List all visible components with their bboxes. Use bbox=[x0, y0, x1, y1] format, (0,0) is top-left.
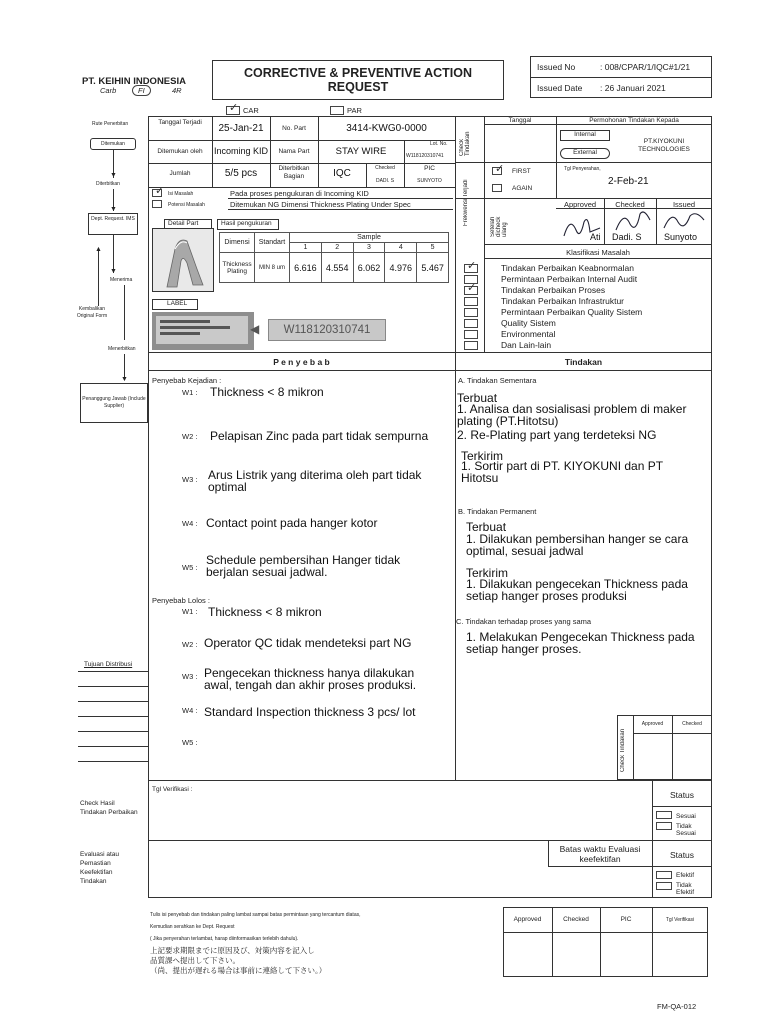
stay-wire-part-image bbox=[153, 229, 213, 291]
sesuai-label: Sesuai bbox=[676, 813, 696, 820]
carb-suffix: 4R bbox=[172, 86, 182, 95]
sesuai-checkbox[interactable] bbox=[656, 811, 672, 819]
jumlah-value: 5/5 pcs bbox=[224, 168, 258, 179]
checked-value: DADI. S bbox=[375, 178, 395, 184]
klas-checkbox-8[interactable] bbox=[464, 341, 478, 350]
nopart-value: 3414-KWG0-0000 bbox=[346, 123, 427, 134]
tindakan-a-label: A. Tindakan Sementara bbox=[458, 376, 537, 385]
penyebab-title: P e n y e b a b bbox=[273, 357, 330, 367]
lolos-w2: Operator QC tidak mendeteksi part NG bbox=[204, 636, 412, 650]
approved-name: Ati bbox=[590, 232, 601, 242]
b-terbuat: Terbuat bbox=[466, 520, 507, 534]
tidak-sesuai-checkbox[interactable] bbox=[656, 822, 672, 830]
lot-label: Lot. No. bbox=[430, 141, 448, 147]
tindakan-title: Tindakan bbox=[564, 357, 603, 367]
sample-no: 2 bbox=[321, 243, 353, 253]
tanggal-header: Tanggal bbox=[508, 117, 532, 124]
arrow-down-icon: ▼ bbox=[110, 206, 117, 213]
klas-checkbox-3[interactable] bbox=[464, 286, 478, 295]
row-name: Thickness Plating bbox=[220, 253, 255, 283]
klas-item-label: Tindakan Perbaikan Infrastruktur bbox=[501, 296, 624, 306]
arrow-down-icon: ▼ bbox=[121, 376, 128, 383]
b-terkirim: Terkirim bbox=[466, 566, 508, 580]
lolos-w3: Pengecekan thickness hanya dilakukan awal, tengah dan akhir proses produksi. bbox=[204, 666, 417, 692]
note-4: 上記要求期限までに原因及び、対策内容を記入し bbox=[150, 946, 315, 955]
klasifikasi-header: Klasifikasi Masalah bbox=[566, 248, 630, 257]
kejadian-w4: Contact point pada hanger kotor bbox=[206, 516, 378, 530]
c-1: 1. Melakukan Pengecekan Thickness pada setiap hanger proses. bbox=[466, 630, 695, 656]
nopart-label: No. Part bbox=[282, 125, 306, 132]
klas-item-label: Permintaan Perbaikan Quality Sistem bbox=[501, 307, 643, 317]
approved-header: Approved bbox=[563, 200, 597, 209]
par-checkbox[interactable] bbox=[330, 106, 344, 115]
col-standart: Standart bbox=[255, 233, 290, 253]
arrow-down-icon: ▼ bbox=[110, 172, 117, 179]
form-title-line1: CORRECTIVE & PREVENTIVE ACTION bbox=[243, 66, 473, 80]
tindakan-c-label: C. Tindakan terhadap proses yang sama bbox=[456, 617, 592, 626]
carb-label: Carb bbox=[100, 86, 117, 95]
first-checkbox[interactable] bbox=[492, 167, 502, 175]
flow-menerbitkan: Menerbitkan bbox=[108, 346, 136, 352]
isi-masalah-value: Pada proses pengukuran di Incoming KID bbox=[230, 189, 369, 198]
to-company: PT.KIYOKUNI TECHNOLOGIES bbox=[638, 138, 690, 153]
klas-item-label: Environmental bbox=[501, 329, 556, 339]
permohonan-header: Permohonan Tindakan Kepada bbox=[589, 117, 679, 124]
ditemukan-oleh-label: Ditemukan oleh bbox=[157, 148, 203, 155]
part-photo bbox=[152, 228, 214, 292]
checked-label: Checked bbox=[375, 165, 395, 171]
isi-masalah-label: Isi Masalah bbox=[168, 191, 194, 197]
first-label: FIRST bbox=[512, 168, 531, 175]
klas-checkbox-7[interactable] bbox=[464, 330, 478, 339]
car-checkbox[interactable] bbox=[226, 106, 240, 115]
b-terbuat-1: 1. Dilakukan pembersihan hanger se cara optimal, sesuai jadwal bbox=[466, 532, 689, 558]
tindakan-b-label: B. Tindakan Permanent bbox=[458, 507, 537, 516]
klas-checkbox-1[interactable] bbox=[464, 264, 478, 273]
sample-no: 3 bbox=[353, 243, 385, 253]
w-label: W5 : bbox=[182, 563, 198, 572]
kejadian-w1: Thickness < 8 mikron bbox=[210, 385, 324, 399]
a-terbuat: Terbuat bbox=[457, 391, 498, 405]
efektif-label: Efektif bbox=[676, 872, 695, 879]
internal-option[interactable]: Internal bbox=[560, 130, 610, 141]
a-terkirim: Terkirim bbox=[461, 449, 503, 463]
w-label: W3 : bbox=[182, 672, 198, 681]
note-6: （尚、提出が遅れる場合は事前に連絡して下さい。） bbox=[150, 966, 327, 975]
w-label: W3 : bbox=[182, 475, 198, 484]
potensi-masalah-value: Ditemukan NG Dimensi Thickness Plating Under Spec bbox=[230, 200, 411, 209]
ditemukan-oleh-value: Incoming KID bbox=[213, 146, 269, 156]
w-label: W1 : bbox=[182, 388, 198, 397]
tanggal-label: Tanggal Terjadi bbox=[158, 119, 202, 126]
status-header-2: Status bbox=[669, 850, 695, 860]
tgl-penyerahan-label: Tgl Penyerahan, bbox=[564, 166, 601, 172]
kejadian-w5: Schedule pembersihan Hanger tidak berjalan sesuai jadwal. bbox=[206, 553, 401, 579]
setelah-label: Setelah dicheck ulang bbox=[490, 216, 508, 237]
nama-part-label: Nama Part bbox=[278, 148, 310, 155]
check-tindakan-vertical: Check Tindakan bbox=[620, 728, 626, 772]
pic-value: SUNYOTO bbox=[417, 178, 442, 184]
potensi-masalah-checkbox[interactable] bbox=[152, 200, 162, 208]
carb-code: FI bbox=[132, 85, 151, 96]
detail-part-tab[interactable]: Detail Part bbox=[164, 219, 212, 230]
row-std: MIN 8 um bbox=[255, 253, 290, 283]
klas-checkbox-6[interactable] bbox=[464, 319, 478, 328]
w-label: W4 : bbox=[182, 706, 198, 715]
flow-penanggung-jawab: Penanggung Jawab (Include Supplier) bbox=[80, 383, 148, 423]
tgl-penyerahan-value: 2-Feb-21 bbox=[608, 176, 649, 187]
sample-no: 4 bbox=[385, 243, 417, 253]
diterbitkan-label: Diterbitkan Bagian bbox=[278, 165, 310, 180]
klas-item-label: Quality Sistem bbox=[501, 318, 556, 328]
note-3: ( Jika penyerahan terlambat, harap diinformasikan terlebih dahulu). bbox=[150, 936, 299, 942]
arrow-left-icon: ◀ bbox=[250, 322, 260, 336]
w-label: W2 : bbox=[182, 432, 198, 441]
lolos-w4: Standard Inspection thickness 3 pcs/ lot bbox=[204, 705, 416, 719]
col-dimensi: Dimensi bbox=[220, 233, 255, 253]
hasil-pengukuran-tab[interactable]: Hasil pengukuran bbox=[217, 219, 279, 230]
status-header: Status bbox=[669, 790, 695, 800]
check-tindakan-label: Check Tindakan bbox=[459, 131, 471, 156]
flow-rute: Rute Penerbitan bbox=[92, 121, 129, 127]
footer-approved: Approved bbox=[513, 916, 542, 923]
b-terkirim-1: 1. Dilakukan pengecekan Thickness pada setiap hanger proses produksi bbox=[466, 577, 688, 603]
note-2: Kemudian serahkan ke Dept. Request bbox=[150, 924, 235, 930]
issued-name: Sunyoto bbox=[664, 232, 698, 242]
klas-item-label: Dan Lain-lain bbox=[501, 340, 552, 350]
par-label: PAR bbox=[347, 106, 362, 115]
issued-no-value: : 008/CPAR/1/IQC#1/21 bbox=[600, 62, 691, 72]
tidak-efektif-checkbox[interactable] bbox=[656, 882, 672, 890]
evaluasi-label: Evaluasi atau Pemastian Keefektifan Tindakan bbox=[80, 851, 120, 885]
measure-value: 4.554 bbox=[321, 253, 353, 283]
issued-no-label: Issued No bbox=[537, 62, 576, 72]
again-label: AGAIN bbox=[512, 185, 533, 192]
issued-date-label: Issued Date bbox=[537, 83, 583, 93]
jumlah-label: Jumlah bbox=[169, 170, 191, 177]
klas-item-label: Tindakan Perbaikan Keabnormalan bbox=[501, 263, 634, 273]
flow-kembalikan: Kembalikan Original Form bbox=[76, 306, 108, 319]
tanggal-value: 25-Jan-21 bbox=[218, 123, 264, 134]
a-terbuat-2: 2. Re-Plating part yang terdeteksi NG bbox=[457, 428, 657, 442]
checked-name: Dadi. S bbox=[612, 232, 642, 242]
flow-diterbitkan: Diterbitkan bbox=[96, 181, 120, 187]
a-terkirim-1: 1. Sortir part di PT. KIYOKUNI dan PT Hitotsu bbox=[461, 459, 663, 485]
note-1: Tulis isi penyebab dan tindakan paling lambat sampai batas permintaan yang tercantum diatas, bbox=[150, 912, 361, 918]
label-number: W118120310741 bbox=[268, 319, 386, 341]
tidak-sesuai-label: Tidak Sesuai bbox=[676, 823, 696, 837]
w-label: W5 : bbox=[182, 738, 198, 747]
lolos-w1: Thickness < 8 mikron bbox=[208, 605, 322, 619]
label-photo bbox=[152, 312, 254, 350]
note-5: 品質課へ提出して下さい。 bbox=[150, 956, 240, 965]
frekwensi-label: Frekwensi Terjadi bbox=[463, 179, 469, 226]
isi-masalah-checkbox[interactable] bbox=[152, 189, 162, 197]
tujuan-distribusi: Tujuan Distribusi bbox=[84, 661, 133, 668]
ct-checked: Checked bbox=[682, 721, 702, 727]
checked-header: Checked bbox=[615, 200, 645, 209]
label-tag: LABEL bbox=[152, 299, 198, 310]
again-checkbox[interactable] bbox=[492, 184, 502, 192]
w-label: W2 : bbox=[182, 640, 198, 649]
measure-value: 6.616 bbox=[290, 253, 322, 283]
arrow-up-icon: ▲ bbox=[95, 246, 102, 253]
footer-pic: PIC bbox=[620, 916, 632, 923]
footer-tgl-verifikasi: Tgl Verifikasi bbox=[665, 917, 695, 923]
flow-dept-request: Dept. Request. IMS bbox=[88, 213, 138, 235]
flow-menerima: Menerima bbox=[110, 277, 133, 283]
issued-header: Issued bbox=[672, 200, 696, 209]
potensi-masalah-label: Potensi Masalah bbox=[168, 202, 205, 208]
penyebab-kejadian-label: Penyebab Kejadian : bbox=[152, 376, 222, 385]
ct-approved: Approved bbox=[641, 721, 664, 727]
diterbitkan-value: IQC bbox=[333, 168, 351, 179]
a-terbuat-1: 1. Analisa dan sosialisasi problem di maker plating (PT.Hitotsu) bbox=[457, 402, 687, 428]
kejadian-w3: Arus Listrik yang diterima oleh part tidak optimal bbox=[208, 468, 422, 494]
measure-value: 5.467 bbox=[417, 253, 449, 283]
w-label: W1 : bbox=[182, 607, 198, 616]
measure-value: 6.062 bbox=[353, 253, 385, 283]
title-box bbox=[212, 60, 504, 100]
klas-checkbox-4[interactable] bbox=[464, 297, 478, 306]
klas-item-label: Tindakan Perbaikan Proses bbox=[501, 285, 606, 295]
efektif-checkbox[interactable] bbox=[656, 871, 672, 879]
w-label: W4 : bbox=[182, 519, 198, 528]
sample-no: 1 bbox=[290, 243, 322, 253]
nama-part-value: STAY WIRE bbox=[335, 146, 387, 157]
external-option[interactable]: External bbox=[560, 148, 610, 159]
klas-checkbox-5[interactable] bbox=[464, 308, 478, 317]
lot-value: W118120310741 bbox=[406, 153, 444, 159]
footer-checked: Checked bbox=[563, 916, 589, 923]
issued-signature bbox=[660, 208, 708, 234]
penyebab-lolos-label: Penyebab Lolos : bbox=[152, 596, 210, 605]
arrow-down-icon: ▼ bbox=[110, 268, 117, 275]
batas-waktu-label: Batas waktu Evaluasi keefektifan bbox=[559, 844, 641, 864]
company-name: PT. KEIHIN INDONESIA bbox=[82, 76, 186, 87]
car-label: CAR bbox=[243, 106, 259, 115]
issued-date-value: : 26 Januari 2021 bbox=[600, 83, 666, 93]
form-number: FM-QA-012 bbox=[657, 1002, 697, 1011]
measurement-table bbox=[219, 232, 449, 283]
sample-no: 5 bbox=[417, 243, 449, 253]
form-title-line2: REQUEST bbox=[327, 80, 389, 94]
col-sample: Sample bbox=[290, 233, 449, 243]
tgl-verifikasi-label: Tgl Verifikasi : bbox=[152, 786, 193, 793]
flow-ditemukan: Ditemukan bbox=[90, 138, 136, 150]
pic-label: PIC bbox=[424, 165, 435, 172]
tidak-efektif-label: Tidak Efektif bbox=[676, 882, 695, 896]
kejadian-w2: Pelapisan Zinc pada part tidak sempurna bbox=[210, 429, 429, 443]
check-hasil-label: Check Hasil Tindakan Perbaikan bbox=[80, 800, 138, 816]
klas-item-label: Permintaan Perbaikan Internal Audit bbox=[501, 274, 638, 284]
measure-value: 4.976 bbox=[385, 253, 417, 283]
